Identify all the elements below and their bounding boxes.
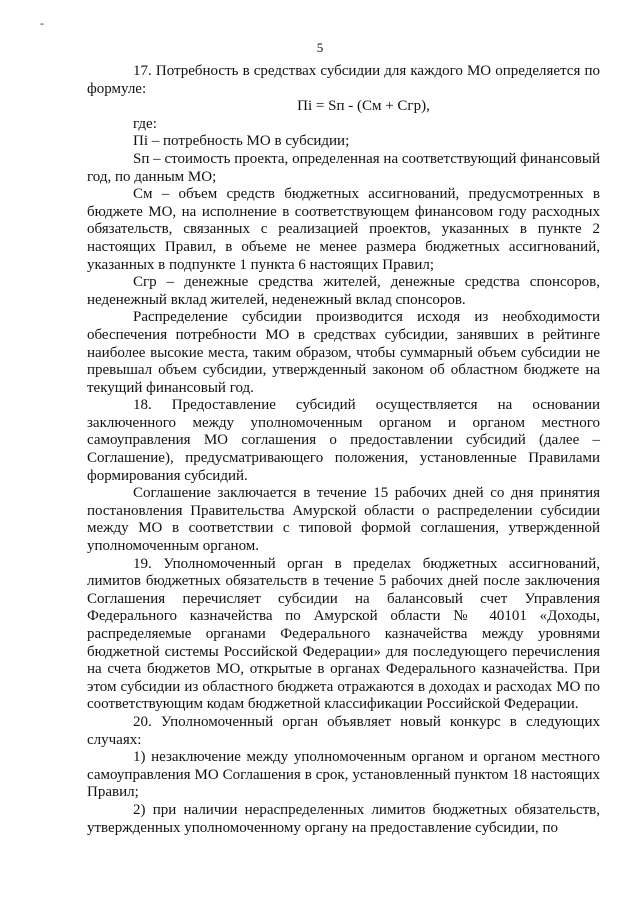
corner-mark: - [40,16,44,30]
definition-sm: См – объем средств бюджетных ассигнований, предусмотренных в бюджете МО, на исполнение в соответствующем финансовом году расходных обязательств, связанных с реализацией проектов, указанных в пункте 2 настоящих Правил, в объеме не менее размера бюджетных ассигнований, указанных в подпункте 1 пункта 6 настоящих Правил; [87,186,600,273]
paragraph-where: где: [133,115,157,132]
paragraph-agreement: Соглашение заключается в течение 15 рабочих дней со дня принятия постановления Правительства Амурской области о распределении субсидии между МО в соответствии с типовой формой соглашения, утвержденной уполномоченным органом. [87,485,600,555]
formula: Пi = Sп - (См + Сгр), [297,98,430,115]
definition-sgr: Сгр – денежные средства жителей, денежные средства спонсоров, неденежный вклад жителей, неденежный вклад спонсоров. [87,274,600,308]
paragraph-20: 20. Уполномоченный орган объявляет новый конкурс в следующих случаях: [87,713,600,748]
definition-sp: Sп – стоимость проекта, определенная на соответствующий финансовый год, по данным МО; [87,150,600,185]
paragraph-19: 19. Уполномоченный орган в пределах бюджетных ассигнований, лимитов бюджетных обязательств в течение 5 рабочих дней после заключения Соглашения перечисляет субсидии на балансовый счет Управления Федерального казначейства по Амурской области № 40101 «Доходы, распределяемые органами Федерального казначейства между уровнями бюджетной системы Российской Федерации» для последующего перечисления на счета бюджетов МО, открытые в органах Федерального казначейства. При этом субсидии из областного бюджета отражаются в доходах и расходах МО по соответствующим кодам бюджетной классификации Российской Федерации. [87,555,600,713]
paragraph-distribution: Распределение субсидии производится исходя из необходимости обеспечения потребности МО в средствах субсидии, занявших в рейтинге наиболее высокие места, таким образом, чтобы суммарный объем субсидии не превышал объем субсидии, утвержденный законом об областном бюджете на текущий финансовый год. [87,309,600,396]
definition-pi: Пi – потребность МО в субсидии; [133,133,350,150]
document-body [87,63,600,837]
page-number: 5 [316,40,324,55]
paragraph-18: 18. Предоставление субсидий осуществляется на основании заключенного между уполномоченным органом и органом местного самоуправления МО соглашения о предоставлении субсидий (далее – Соглашение), предусматривающего положения, установленные Правилами формирования субсидий. [87,397,600,484]
list-item-2: 2) при наличии нераспределенных лимитов бюджетных обязательств, утвержденных уполномоченному органу на предоставление субсидии, по [87,801,600,836]
list-item-1: 1) незаключение между уполномоченным органом и органом местного самоуправления МО Соглашения в срок, установленный пунктом 18 настоящих Правил; [87,749,600,801]
paragraph-17: 17. Потребность в средствах субсидии для каждого МО определяется по формуле: [87,63,600,97]
